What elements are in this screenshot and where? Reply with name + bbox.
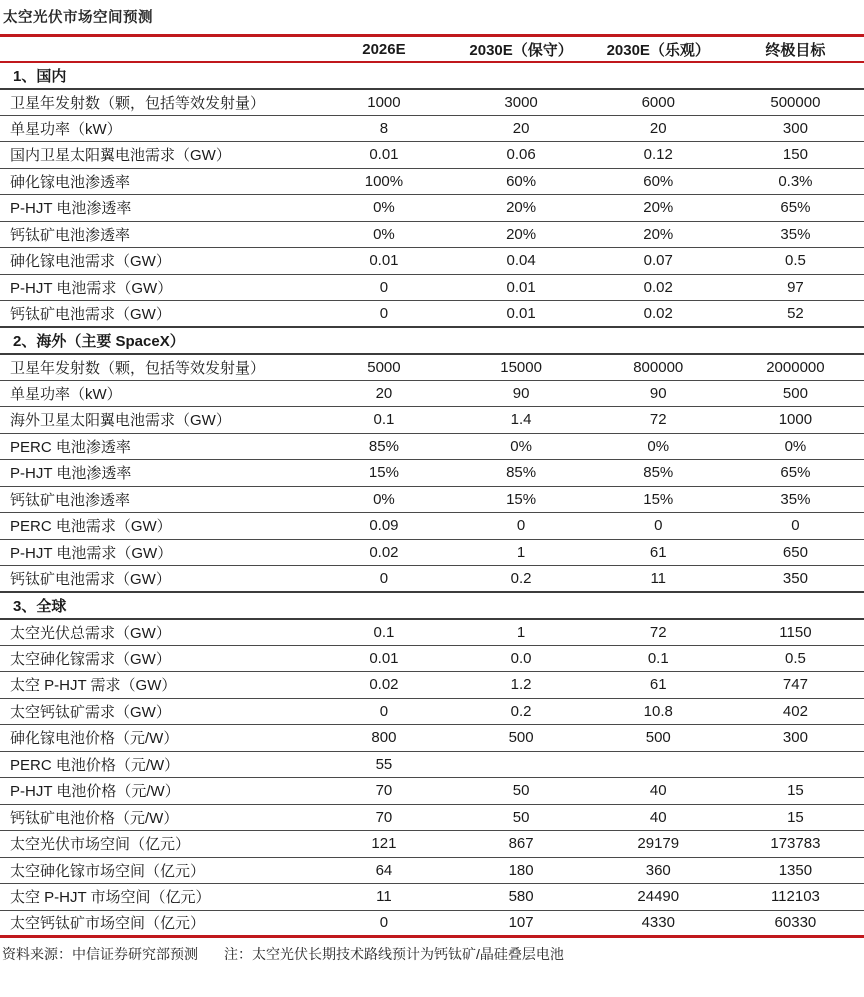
table-body	[0, 62, 864, 937]
row-label: 砷化镓电池需求（GW）	[0, 248, 315, 275]
row-label: 钙钛矿电池价格（元/W）	[0, 804, 315, 831]
cell-value: 50	[453, 804, 590, 831]
table-row	[0, 301, 864, 328]
cell-value: 65%	[727, 195, 864, 222]
cell-value: 15%	[453, 486, 590, 513]
footer-note	[0, 938, 864, 964]
cell-value: 15%	[315, 460, 452, 487]
table-row	[0, 619, 864, 646]
cell-value: 121	[315, 831, 452, 858]
cell-value: 85%	[453, 460, 590, 487]
table-row	[0, 195, 864, 222]
cell-value: 8	[315, 115, 452, 142]
cell-value: 0.01	[453, 301, 590, 328]
table-row	[0, 831, 864, 858]
section-header-label: 3、全球	[0, 592, 864, 619]
row-label: 单星功率（kW）	[0, 115, 315, 142]
row-label: 钙钛矿电池渗透率	[0, 486, 315, 513]
section-header-row	[0, 327, 864, 354]
row-label: P-HJT 电池需求（GW）	[0, 274, 315, 301]
cell-value: 173783	[727, 831, 864, 858]
row-label: 单星功率（kW）	[0, 380, 315, 407]
cell-value: 60%	[453, 168, 590, 195]
cell-value: 500	[453, 725, 590, 752]
cell-value: 0	[315, 566, 452, 593]
cell-value: 800	[315, 725, 452, 752]
cell-value: 360	[590, 857, 727, 884]
cell-value: 1350	[727, 857, 864, 884]
cell-value: 0.01	[453, 274, 590, 301]
table-row	[0, 460, 864, 487]
table-header	[0, 36, 864, 63]
cell-value: 2000000	[727, 354, 864, 381]
cell-value: 97	[727, 274, 864, 301]
row-label: 太空光伏总需求（GW）	[0, 619, 315, 646]
table-row	[0, 168, 864, 195]
row-label: 钙钛矿电池需求（GW）	[0, 566, 315, 593]
cell-value: 0.02	[315, 539, 452, 566]
table-row	[0, 804, 864, 831]
cell-value	[453, 751, 590, 778]
cell-value: 52	[727, 301, 864, 328]
cell-value: 0	[315, 301, 452, 328]
cell-value: 64	[315, 857, 452, 884]
cell-value: 11	[590, 566, 727, 593]
table-row	[0, 248, 864, 275]
table-row	[0, 645, 864, 672]
cell-value: 300	[727, 115, 864, 142]
row-label: 太空钙钛矿需求（GW）	[0, 698, 315, 725]
cell-value: 0	[315, 910, 452, 937]
cell-value: 55	[315, 751, 452, 778]
row-label: 太空光伏市场空间（亿元）	[0, 831, 315, 858]
cell-value: 70	[315, 778, 452, 805]
cell-value: 20%	[453, 221, 590, 248]
cell-value: 0.01	[315, 142, 452, 169]
cell-value: 15	[727, 804, 864, 831]
column-header: 终极目标	[727, 36, 864, 63]
cell-value: 1000	[727, 407, 864, 434]
cell-value: 0.1	[315, 619, 452, 646]
cell-value: 0.1	[590, 645, 727, 672]
row-label: P-HJT 电池价格（元/W）	[0, 778, 315, 805]
cell-value: 1	[453, 539, 590, 566]
cell-value: 1	[453, 619, 590, 646]
column-header: 2030E（乐观）	[590, 36, 727, 63]
cell-value: 11	[315, 884, 452, 911]
cell-value: 65%	[727, 460, 864, 487]
technical-note: 注：太空光伏长期技术路线预计为钙钛矿/晶硅叠层电池	[224, 946, 564, 962]
table-row	[0, 89, 864, 116]
cell-value: 61	[590, 539, 727, 566]
cell-value: 20%	[453, 195, 590, 222]
cell-value: 0.02	[590, 274, 727, 301]
row-label: 太空砷化镓市场空间（亿元）	[0, 857, 315, 884]
cell-value: 20	[590, 115, 727, 142]
cell-value: 72	[590, 407, 727, 434]
cell-value: 0.0	[453, 645, 590, 672]
table-row	[0, 274, 864, 301]
cell-value: 0%	[590, 433, 727, 460]
cell-value: 0.2	[453, 566, 590, 593]
cell-value: 0.07	[590, 248, 727, 275]
table-row	[0, 751, 864, 778]
cell-value: 35%	[727, 221, 864, 248]
row-label: 卫星年发射数（颗，包括等效发射量）	[0, 354, 315, 381]
cell-value: 0.02	[590, 301, 727, 328]
cell-value: 0%	[453, 433, 590, 460]
cell-value: 747	[727, 672, 864, 699]
row-label: PERC 电池需求（GW）	[0, 513, 315, 540]
cell-value: 0.01	[315, 248, 452, 275]
cell-value: 60%	[590, 168, 727, 195]
section-header-label: 2、海外（主要 SpaceX）	[0, 327, 864, 354]
cell-value: 72	[590, 619, 727, 646]
row-label: 卫星年发射数（颗，包括等效发射量）	[0, 89, 315, 116]
cell-value: 24490	[590, 884, 727, 911]
cell-value: 85%	[590, 460, 727, 487]
cell-value: 0	[590, 513, 727, 540]
cell-value: 0.09	[315, 513, 452, 540]
cell-value: 40	[590, 778, 727, 805]
cell-value	[727, 751, 864, 778]
table-row	[0, 115, 864, 142]
table-row	[0, 486, 864, 513]
cell-value: 0	[315, 274, 452, 301]
table-row	[0, 407, 864, 434]
cell-value: 1000	[315, 89, 452, 116]
row-label: 太空钙钛矿市场空间（亿元）	[0, 910, 315, 937]
table-row	[0, 513, 864, 540]
row-label: PERC 电池价格（元/W）	[0, 751, 315, 778]
table-row	[0, 354, 864, 381]
row-label: PERC 电池渗透率	[0, 433, 315, 460]
cell-value: 0	[315, 698, 452, 725]
section-header-row	[0, 62, 864, 89]
cell-value: 0%	[315, 221, 452, 248]
cell-value: 150	[727, 142, 864, 169]
cell-value: 85%	[315, 433, 452, 460]
cell-value: 35%	[727, 486, 864, 513]
cell-value: 500000	[727, 89, 864, 116]
cell-value: 20	[315, 380, 452, 407]
cell-value: 0.04	[453, 248, 590, 275]
cell-value: 15%	[590, 486, 727, 513]
table-row	[0, 698, 864, 725]
section-header-label: 1、国内	[0, 62, 864, 89]
cell-value: 90	[453, 380, 590, 407]
cell-value: 800000	[590, 354, 727, 381]
cell-value: 500	[727, 380, 864, 407]
cell-value: 1150	[727, 619, 864, 646]
cell-value: 1.4	[453, 407, 590, 434]
cell-value: 0.5	[727, 248, 864, 275]
cell-value: 50	[453, 778, 590, 805]
row-label: 砷化镓电池价格（元/W）	[0, 725, 315, 752]
cell-value: 0.06	[453, 142, 590, 169]
cell-value: 5000	[315, 354, 452, 381]
header-label-column	[0, 36, 315, 63]
cell-value: 112103	[727, 884, 864, 911]
table-row	[0, 221, 864, 248]
row-label: P-HJT 电池渗透率	[0, 195, 315, 222]
table-row	[0, 539, 864, 566]
cell-value: 70	[315, 804, 452, 831]
cell-value: 0	[727, 513, 864, 540]
cell-value: 0%	[315, 195, 452, 222]
cell-value: 29179	[590, 831, 727, 858]
cell-value: 500	[590, 725, 727, 752]
cell-value: 402	[727, 698, 864, 725]
cell-value: 0.2	[453, 698, 590, 725]
table-row	[0, 566, 864, 593]
cell-value: 3000	[453, 89, 590, 116]
cell-value: 0%	[727, 433, 864, 460]
cell-value: 650	[727, 539, 864, 566]
column-header: 2026E	[315, 36, 452, 63]
cell-value: 0	[453, 513, 590, 540]
table-row	[0, 380, 864, 407]
cell-value: 100%	[315, 168, 452, 195]
row-label: 砷化镓电池渗透率	[0, 168, 315, 195]
cell-value: 60330	[727, 910, 864, 937]
cell-value: 0.12	[590, 142, 727, 169]
table-row	[0, 672, 864, 699]
cell-value: 0.02	[315, 672, 452, 699]
table-row	[0, 433, 864, 460]
cell-value: 0.01	[315, 645, 452, 672]
cell-value: 107	[453, 910, 590, 937]
cell-value: 90	[590, 380, 727, 407]
source-note: 资料来源：中信证券研究部预测	[2, 946, 198, 962]
cell-value: 0%	[315, 486, 452, 513]
table-row	[0, 778, 864, 805]
cell-value: 40	[590, 804, 727, 831]
cell-value: 20	[453, 115, 590, 142]
row-label: 钙钛矿电池需求（GW）	[0, 301, 315, 328]
header-row	[0, 36, 864, 63]
page-title: 太空光伏市场空间预测	[3, 10, 153, 26]
row-label: 国内卫星太阳翼电池需求（GW）	[0, 142, 315, 169]
cell-value: 20%	[590, 195, 727, 222]
cell-value: 350	[727, 566, 864, 593]
row-label: 太空砷化镓需求（GW）	[0, 645, 315, 672]
cell-value: 20%	[590, 221, 727, 248]
cell-value: 0.5	[727, 645, 864, 672]
row-label: 太空 P-HJT 市场空间（亿元）	[0, 884, 315, 911]
row-label: 海外卫星太阳翼电池需求（GW）	[0, 407, 315, 434]
table-row	[0, 725, 864, 752]
cell-value: 15	[727, 778, 864, 805]
cell-value: 180	[453, 857, 590, 884]
row-label: P-HJT 电池渗透率	[0, 460, 315, 487]
table-row	[0, 142, 864, 169]
cell-value: 1.2	[453, 672, 590, 699]
forecast-table	[0, 34, 864, 938]
column-header: 2030E（保守）	[453, 36, 590, 63]
row-label: 钙钛矿电池渗透率	[0, 221, 315, 248]
table-row	[0, 910, 864, 937]
cell-value: 15000	[453, 354, 590, 381]
cell-value: 0.3%	[727, 168, 864, 195]
cell-value: 61	[590, 672, 727, 699]
row-label: P-HJT 电池需求（GW）	[0, 539, 315, 566]
row-label: 太空 P-HJT 需求（GW）	[0, 672, 315, 699]
table-row	[0, 884, 864, 911]
cell-value: 0.1	[315, 407, 452, 434]
section-header-row	[0, 592, 864, 619]
cell-value: 867	[453, 831, 590, 858]
cell-value	[590, 751, 727, 778]
cell-value: 10.8	[590, 698, 727, 725]
cell-value: 4330	[590, 910, 727, 937]
cell-value: 6000	[590, 89, 727, 116]
cell-value: 580	[453, 884, 590, 911]
cell-value: 300	[727, 725, 864, 752]
table-row	[0, 857, 864, 884]
